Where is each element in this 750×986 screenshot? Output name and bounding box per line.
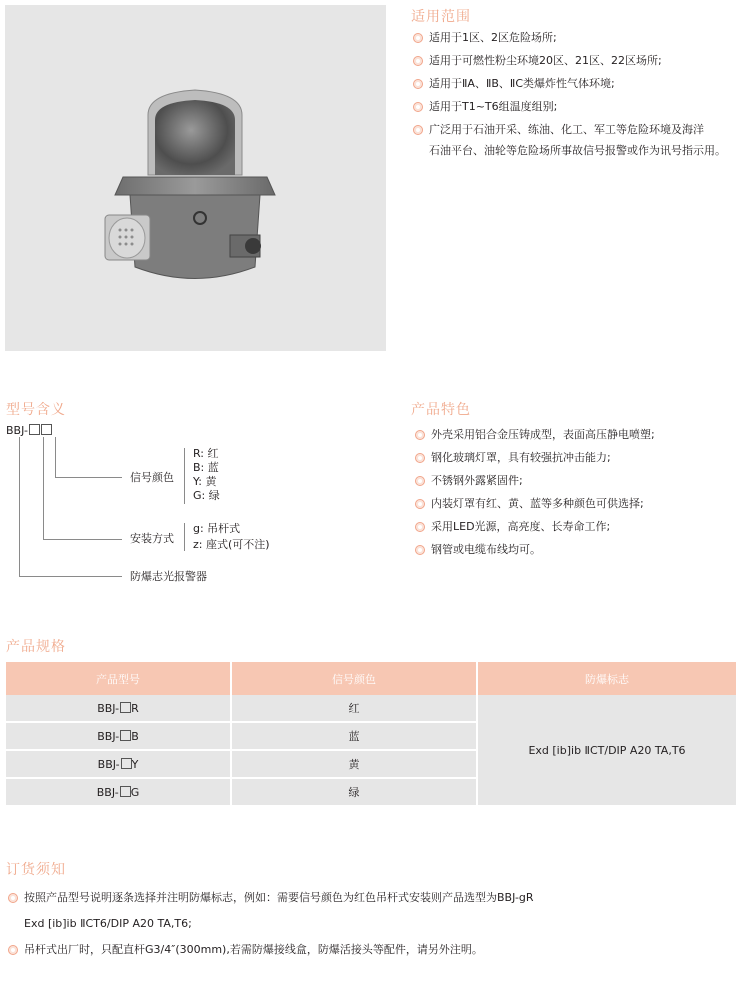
brace-line	[184, 523, 185, 551]
bullet-icon	[415, 453, 425, 463]
list-item-continued: Exd [ib]ib ⅡCT6/DIP A20 TA,T6;	[24, 917, 192, 930]
list-item: 不锈钢外露紧固件;	[413, 474, 743, 497]
placeholder-box	[120, 730, 131, 741]
model-cell: BBJ- R	[6, 695, 231, 722]
placeholder-box	[121, 758, 132, 769]
color-cell: 绿	[231, 778, 477, 806]
spec-table	[6, 662, 736, 807]
list-item: 吊杆式出厂时，只配直杆G3/4″(300mm),若需防爆接线盒，防爆活接头等配件，请另外注明。	[6, 943, 741, 957]
list-item: 钢化玻璃灯罩，具有较强抗冲击能力;	[413, 451, 743, 474]
color-label: 信号颜色	[130, 471, 174, 484]
list-item-continued: 石油平台、油轮等危险场所事故信号报警或作为讯号指示用。	[429, 144, 726, 157]
model-title: 型号含义	[6, 402, 66, 418]
bullet-icon	[415, 430, 425, 440]
bullet-icon	[8, 945, 18, 955]
list-item: 适用于ⅡA、ⅡB、ⅡC类爆炸性气体环境;	[411, 77, 746, 100]
application-title: 适用范围	[411, 9, 471, 25]
placeholder-box	[29, 424, 40, 435]
spec-title: 产品规格	[6, 639, 66, 655]
color-cell: 蓝	[231, 722, 477, 750]
product-name: 防爆志光报警器	[130, 570, 207, 583]
bracket-line	[43, 539, 122, 540]
bullet-icon	[413, 79, 423, 89]
explosion-proof-light-image	[5, 5, 386, 351]
bullet-icon	[413, 102, 423, 112]
model-cell: BBJ- B	[6, 722, 231, 750]
placeholder-box	[120, 702, 131, 713]
bracket-line	[55, 477, 122, 478]
list-item: 按照产品型号说明逐条选择并注明防爆标志，例如：需要信号颜色为红色吊杆式安装则产品选型为BBJ-gR	[6, 891, 741, 917]
list-item: 广泛用于石油开采、练油、化工、军工等危险环境及海洋	[411, 123, 746, 144]
list-item: 钢管或电缆布线均可。	[413, 543, 743, 566]
model-code: BBJ-	[6, 424, 52, 437]
bracket-line	[43, 437, 44, 539]
table-row	[6, 695, 736, 722]
color-cell: 黄	[231, 750, 477, 778]
bullet-icon	[415, 545, 425, 555]
placeholder-box	[120, 786, 131, 797]
features-list	[413, 428, 743, 566]
placeholder-box	[41, 424, 52, 435]
install-codes: g: 吊杆式 z: 座式(可不注)	[193, 522, 270, 551]
application-list	[411, 31, 746, 158]
bullet-icon	[413, 125, 423, 135]
column-header: 防爆标志	[477, 662, 736, 695]
list-item: 适用于T1~T6组温度组别;	[411, 100, 746, 123]
bullet-icon	[8, 893, 18, 903]
order-title: 订货须知	[6, 862, 66, 878]
list-item: 采用LED光源，高亮度、长寿命工作;	[413, 520, 743, 543]
ex-mark-cell: Exd [ib]ib ⅡCT/DIP A20 TA,T6	[477, 695, 736, 806]
model-cell: BBJ- G	[6, 778, 231, 806]
list-item: 内装灯罩有红、黄、蓝等多种颜色可供选择;	[413, 497, 743, 520]
features-title: 产品特色	[411, 402, 471, 418]
list-item: 适用于可燃性粉尘环境20区、21区、22区场所;	[411, 54, 746, 77]
table-header-row	[6, 662, 736, 695]
bracket-line	[55, 437, 56, 477]
list-item: 外壳采用铝合金压铸成型，表面高压静电喷塑;	[413, 428, 743, 451]
bullet-icon	[415, 476, 425, 486]
brace-line	[184, 448, 185, 504]
bracket-line	[19, 576, 122, 577]
color-cell: 红	[231, 695, 477, 722]
column-header: 信号颜色	[231, 662, 477, 695]
bullet-icon	[413, 56, 423, 66]
list-item: 适用于1区、2区危险场所;	[411, 31, 746, 54]
product-photo	[5, 5, 386, 351]
column-header: 产品型号	[6, 662, 231, 695]
color-codes: R: 红 B: 蓝 Y: 黄 G: 绿	[193, 447, 220, 502]
bullet-icon	[415, 522, 425, 532]
bullet-icon	[415, 499, 425, 509]
bracket-line	[19, 437, 20, 576]
model-cell: BBJ- Y	[6, 750, 231, 778]
install-label: 安装方式	[130, 532, 174, 545]
bullet-icon	[413, 33, 423, 43]
order-notes	[6, 891, 741, 957]
